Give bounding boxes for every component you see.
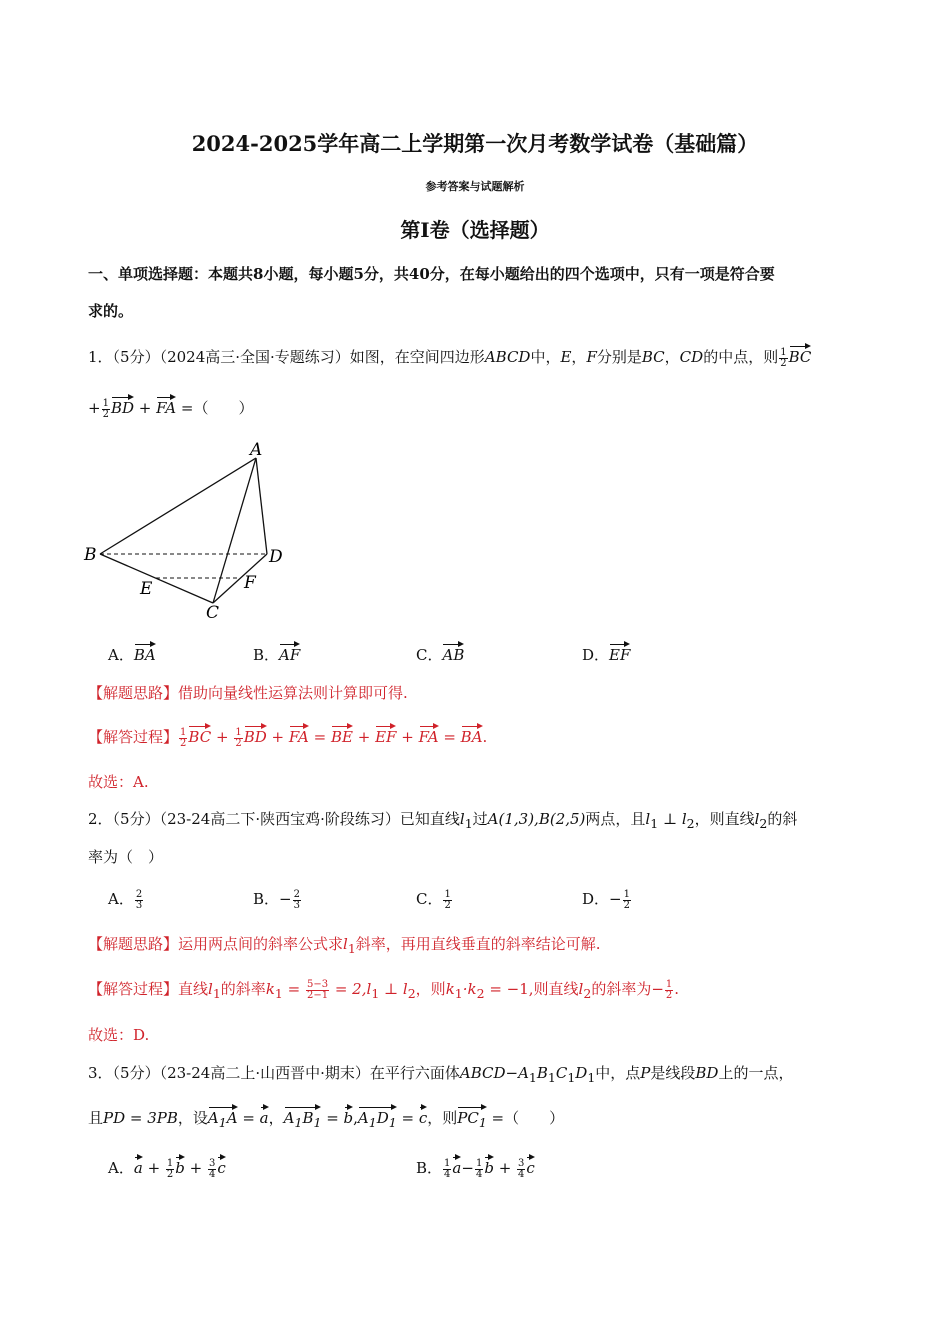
p-sub: 2 [476,986,485,1001]
thought-l: l [343,935,348,953]
v: c [526,1156,534,1177]
op: − [461,1159,474,1177]
p: ，则 [415,980,446,998]
v-sub: 1 [478,1115,487,1130]
q3-option-a[interactable] [108,1156,226,1180]
tag: 【解题思路】 [88,684,179,702]
opt-value: EF [609,643,630,664]
v: b [175,1156,185,1177]
vec-bd: BD [244,725,267,746]
frac-den: 4 [518,1168,525,1180]
q3-t2: 是线段 [650,1064,696,1082]
vec-a1d1 [358,1106,397,1130]
q3-sub: 1 [587,1070,596,1085]
q1-tetrahedron-figure [80,438,300,623]
frac-num: 1 [665,978,673,990]
op: . [482,728,488,746]
q3-l2b: ，设 [177,1109,208,1127]
op: + [184,1159,207,1177]
q3-p: P [640,1064,651,1082]
part-title: 第I卷（选择题） [400,218,550,242]
op: + [271,728,285,746]
q3-t1: 中，点 [595,1064,641,1082]
opt-frac [293,890,301,911]
q2-stem-line1 [88,808,797,831]
q1-stem-line1 [88,345,811,369]
v: B [302,1109,314,1127]
frac-den: 4 [475,1168,483,1180]
q2-option-c[interactable] [416,888,453,911]
q2-t4: 的斜 [767,810,798,828]
page-title: 2024-2025学年高二上学期第一次月考数学试卷（基础篇） [191,131,759,156]
v: D [376,1109,389,1127]
q2-l: l [754,810,760,828]
frac-num: 1 [444,888,451,900]
q2-sub: 2 [759,816,768,831]
q3-sub: 1 [528,1070,537,1085]
q1-vector-bd: BD [111,396,134,417]
q2-sub: 1 [650,816,659,831]
vec-bc: BC [188,725,211,746]
op: + [215,728,229,746]
vec-be: BE [331,725,353,746]
q3-body: D [575,1064,588,1082]
opt-letter: A． [108,890,134,908]
op: + [142,1159,165,1177]
sep: , [353,1109,358,1127]
q2-l: l [645,810,651,828]
opt-value: AF [279,643,300,664]
opt-value: BA [134,643,156,664]
q1-mid3: 的中点，则 [703,348,779,366]
eq: = [321,1109,344,1127]
q3-t3: 上的一点， [718,1064,794,1082]
opt-sign: − [279,890,292,908]
frac-num: 1 [623,888,630,900]
thought-a: 运用两点间的斜率公式求 [178,935,344,953]
q1-prefix: 1．（5分）（2024高三·全国·专题练习）如图，在空间四边形 [88,348,485,366]
frac-num: 1 [235,726,242,738]
opt-frac [443,890,451,911]
q1-half-frac2 [102,399,110,420]
p: l [578,980,584,998]
opt-sign: − [609,890,622,908]
q3-l2c: ，则 [427,1109,458,1127]
section-heading-line2: 求的。 [88,302,134,320]
q1-thought [88,682,408,703]
p: 的斜率为− [591,980,664,998]
op: + [401,728,414,746]
q1-e: E [560,348,572,366]
v: c [217,1156,225,1177]
p: = −1,则直线 [484,980,579,998]
opt-frac [623,890,631,911]
q2-option-d[interactable] [582,888,632,911]
vec-b: b [344,1106,354,1127]
tag: 【解题思路】 [88,935,179,953]
thought-text: 借助向量线性运算法则计算即可得. [178,684,408,702]
q2-option-a[interactable] [108,888,144,911]
q3-sub: 1 [567,1070,576,1085]
q3-stem-line2 [88,1106,564,1130]
frac-num: 1 [180,726,187,738]
q2-process [88,978,679,1001]
q1-eq: =（ ） [180,399,254,417]
v: b [484,1156,494,1177]
q1-option-c[interactable] [416,643,464,665]
frac [179,728,187,749]
tag: 【解答过程】 [88,980,179,998]
v-sub: 1 [388,1115,397,1130]
frac-num: 3 [209,1157,216,1169]
section-heading-line1: 一、单项选择题：本题共8小题，每小题5分，共40分，在每小题给出的四个选项中，只有一项是符合要 [88,265,775,283]
q1-vector-bc: BC [789,345,812,366]
opt-letter: A． [108,1159,134,1177]
q1-f: F [586,348,597,366]
frac-den: 2 [665,989,673,1001]
p: l [208,980,213,998]
q1-mid2: 分别是 [596,348,642,366]
vec-a1a [208,1106,238,1130]
q1-half-frac [779,348,787,369]
p: ·k [462,980,477,998]
label-e: E [140,579,153,599]
vec-fa2: FA [419,725,439,746]
opt-letter: C． [416,890,443,908]
q1-comma: ， [571,348,587,366]
q2-sub: 2 [686,816,695,831]
vec-ef: EF [375,725,396,746]
q2-t3: ，则直线 [694,810,755,828]
frac-den: 4 [209,1168,216,1180]
q2-stem-line2: 率为（ ） [88,848,164,866]
v: A [207,1109,219,1127]
vec-ba: BA [461,725,483,746]
q3-cond: PD = 3PB [103,1109,178,1127]
p: = [282,980,305,998]
opt-letter: B． [416,1159,443,1177]
frac-den: 3 [293,899,300,911]
frac-den: 2 [623,899,630,911]
q2-t1: 过 [472,810,488,828]
p-sub: 1 [371,986,380,1001]
label-f: F [244,573,256,593]
q2-answer: 故选：D. [88,1026,150,1044]
frac-num: 1 [780,346,787,358]
frac-den: 3 [135,899,143,911]
q1-vector-fa: FA [156,396,176,417]
q1-mid1: 中， [530,348,561,366]
frac-den: 2 [780,357,787,369]
frac-num: 2 [293,888,300,900]
frac-num: 2 [135,888,143,900]
eq: = [237,1109,260,1127]
q2-sub: 1 [464,816,473,831]
result-frac [665,980,673,1001]
q3-stem-line1 [88,1062,793,1085]
frac-den: 2−1 [306,989,329,1001]
v: PC [457,1109,479,1127]
p: k [445,980,455,998]
op: + [493,1159,517,1177]
p: 直线 [178,980,209,998]
frac-num: 3 [518,1157,525,1169]
vec-fa: FA [289,725,309,746]
opt-letter: B． [253,890,280,908]
q1-option-d[interactable] [582,643,630,665]
frac [208,1159,216,1180]
frac-den: 2 [180,737,187,749]
q3-l2a: 且 [88,1109,104,1127]
tag: 【解答过程】 [88,728,179,746]
v: a [452,1156,461,1177]
p: . [674,980,680,998]
p-sub: 1 [454,986,463,1001]
op: + [357,728,371,746]
frac-num: 1 [444,1157,451,1169]
v-sub: 1 [368,1115,377,1130]
p-sub: 2 [407,986,416,1001]
label-b: B [84,545,97,565]
q2-prefix: 2．（5分）（23-24高二下·陕西宝鸡·阶段练习）已知直线 [88,810,460,828]
p-sub: 2 [583,986,592,1001]
opt-letter: B． [253,646,280,664]
label-c: C [206,603,220,623]
v: A [283,1109,295,1127]
frac [475,1159,483,1180]
frac-den: 2 [102,408,109,420]
q2-t2: 两点，且 [585,810,646,828]
q2-perp: ⊥ l [658,810,687,828]
frac-num: 1 [166,1157,174,1169]
frac [234,728,242,749]
vec-a1b1 [284,1106,322,1130]
v-sub: 1 [294,1115,303,1130]
v: A [226,1109,238,1127]
p: 的斜率 [220,980,266,998]
q3-option-b[interactable] [416,1156,535,1180]
opt-value: AB [442,643,464,664]
slope-frac [306,980,329,1001]
thought-sub: 1 [347,941,356,956]
q2-l: l [459,810,465,828]
q1-plus: + [88,399,101,417]
q3-sub: 1 [547,1070,556,1085]
frac-num: 5−3 [306,978,329,990]
op: = [313,728,327,746]
opt-letter: D． [582,890,610,908]
p: = 2, [330,980,367,998]
q3-bd: BD [695,1064,719,1082]
q1-cd: CD [679,348,704,366]
v-sub: 1 [218,1115,227,1130]
q1-option-b[interactable] [253,643,300,665]
q3-body: ABCD−A [459,1064,529,1082]
frac-den: 2 [444,899,451,911]
opt-letter: A． [108,646,134,664]
page-subtitle: 参考答案与试题解析 [425,180,525,193]
opt-letter: D． [582,646,610,664]
q1-bc: BC [641,348,665,366]
opt-frac [135,890,143,911]
thought-b: 斜率，再用直线垂直的斜率结论可解. [355,935,601,953]
p-sub: 1 [274,986,283,1001]
p-sub: 1 [212,986,221,1001]
v: a [134,1156,143,1177]
q3-l2d: =（ ） [486,1109,565,1127]
p: l [366,980,372,998]
q1-sep: ， [664,348,680,366]
frac-num: 1 [102,397,109,409]
q1-option-a[interactable] [108,643,156,665]
label-a: A [250,440,263,460]
v-sub: 1 [313,1115,322,1130]
frac [166,1159,174,1180]
vec-a: a [260,1106,269,1127]
q3-body: C [555,1064,568,1082]
q1-plus2: + [138,399,152,417]
frac-den: 4 [444,1168,451,1180]
q2-thought [88,933,601,956]
vec-pc1 [457,1106,487,1130]
q1-quad: ABCD [484,348,531,366]
q3-prefix: 3．（5分）（23-24高二上·山西晋中·期末）在平行六面体 [88,1064,460,1082]
sep: ， [268,1109,284,1127]
op: = [443,728,456,746]
p: k [265,980,275,998]
frac [517,1159,525,1180]
eq: = [396,1109,419,1127]
v: A [357,1109,369,1127]
q2-points: A(1,3),B(2,5) [487,810,586,828]
q1-process [88,725,487,749]
frac-num: 1 [475,1157,483,1169]
q1-answer: 故选：A. [88,773,149,791]
frac [443,1159,451,1180]
frac-den: 2 [235,737,242,749]
opt-letter: C． [416,646,443,664]
p: ⊥ l [379,980,408,998]
q3-body: B [536,1064,548,1082]
vec-c: c [419,1106,427,1127]
q1-stem-line2 [88,396,253,420]
q2-option-b[interactable] [253,888,302,911]
frac-den: 2 [166,1168,174,1180]
label-d: D [269,547,283,567]
